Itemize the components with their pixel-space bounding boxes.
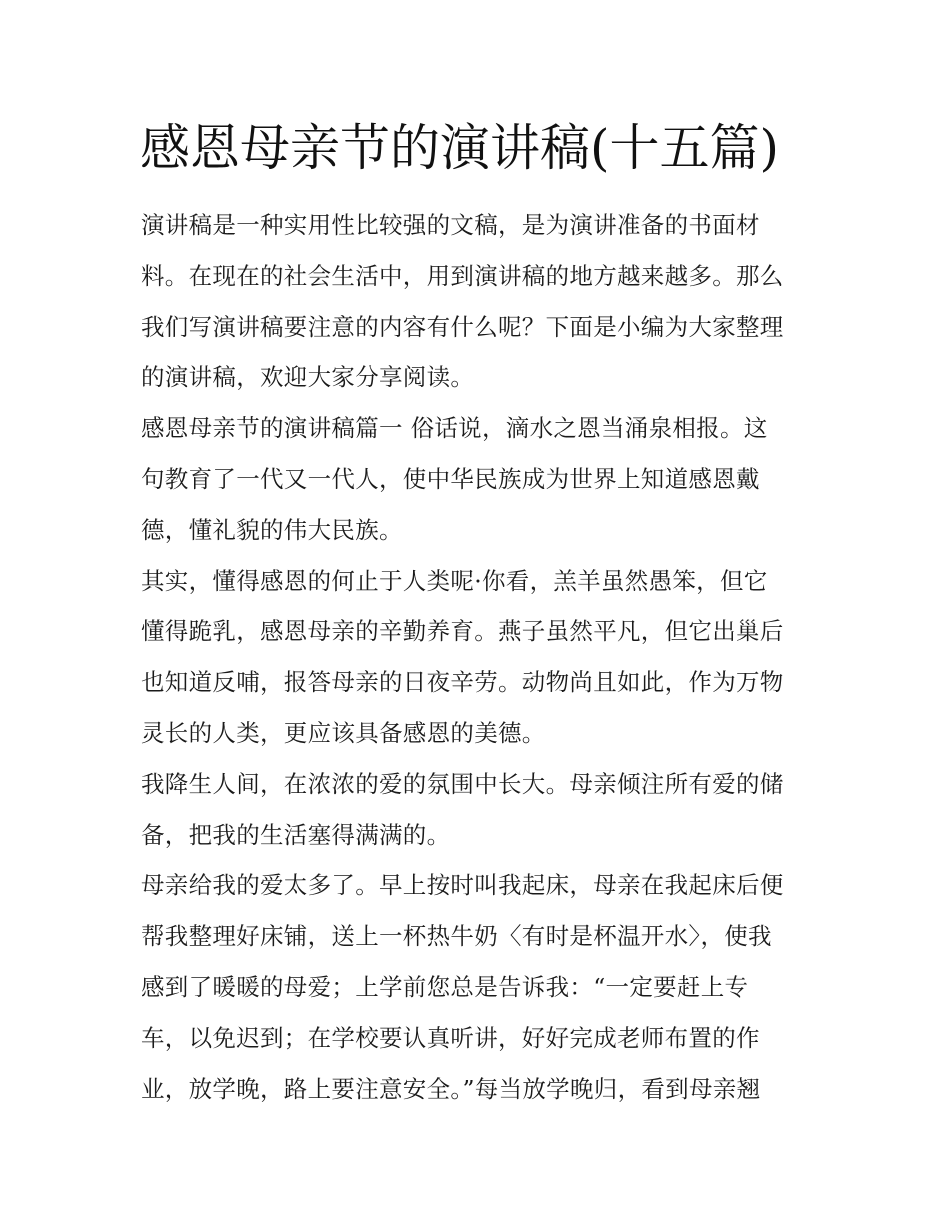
text-line: 备，把我的生活塞得满满的。 bbox=[141, 820, 451, 849]
text-line: 其实，懂得感恩的何止于人类呢·你看，羔羊虽然愚笨，但它 bbox=[141, 566, 768, 595]
text-line: 句教育了一代又一代人，使中华民族成为世界上知道感恩戴 bbox=[141, 464, 760, 493]
text-line: 母亲给我的爱太多了。早上按时叫我起床，母亲在我起床后便 bbox=[141, 871, 784, 900]
document-body bbox=[141, 200, 841, 1114]
document-title: 感恩母亲节的演讲稿(十五篇) bbox=[140, 119, 780, 177]
text-line: 感到了暖暖的母爱；上学前您总是告诉我：“一定要赶上专 bbox=[141, 972, 749, 1001]
text-line: 的演讲稿，欢迎大家分享阅读。 bbox=[141, 363, 475, 392]
text-line: 演讲稿是一种实用性比较强的文稿，是为演讲准备的书面材 bbox=[141, 211, 760, 239]
text-line: 帮我整理好床铺，送上一杯热牛奶〈有时是杯温开水〉，使我 bbox=[141, 922, 772, 951]
text-line: 我降生人间，在浓浓的爱的氛围中长大。母亲倾注所有爱的储 bbox=[141, 769, 784, 798]
text-line: 业，放学晚，路上要注意安全。”每当放学晚归，看到母亲翘 bbox=[141, 1074, 761, 1103]
text-line: 也知道反哺，报答母亲的日夜辛劳。动物尚且如此，作为万物 bbox=[141, 668, 784, 697]
text-line: 车，以免迟到；在学校要认真听讲，好好完成老师布置的作 bbox=[141, 1023, 760, 1052]
text-line: 懂得跪乳，感恩母亲的辛勤养育。燕子虽然平凡，但它出巢后 bbox=[141, 617, 784, 646]
text-line: 感恩母亲节的演讲稿篇一 俗话说，滴水之恩当涌泉相报。这 bbox=[141, 414, 768, 443]
text-line: 灵长的人类，更应该具备感恩的美德。 bbox=[141, 718, 546, 747]
text-line: 料。在现在的社会生活中，用到演讲稿的地方越来越多。那么 bbox=[141, 261, 784, 290]
text-line: 我们写演讲稿要注意的内容有什么呢？下面是小编为大家整理 bbox=[141, 312, 784, 341]
text-line: 德，懂礼貌的伟大民族。 bbox=[141, 515, 403, 544]
